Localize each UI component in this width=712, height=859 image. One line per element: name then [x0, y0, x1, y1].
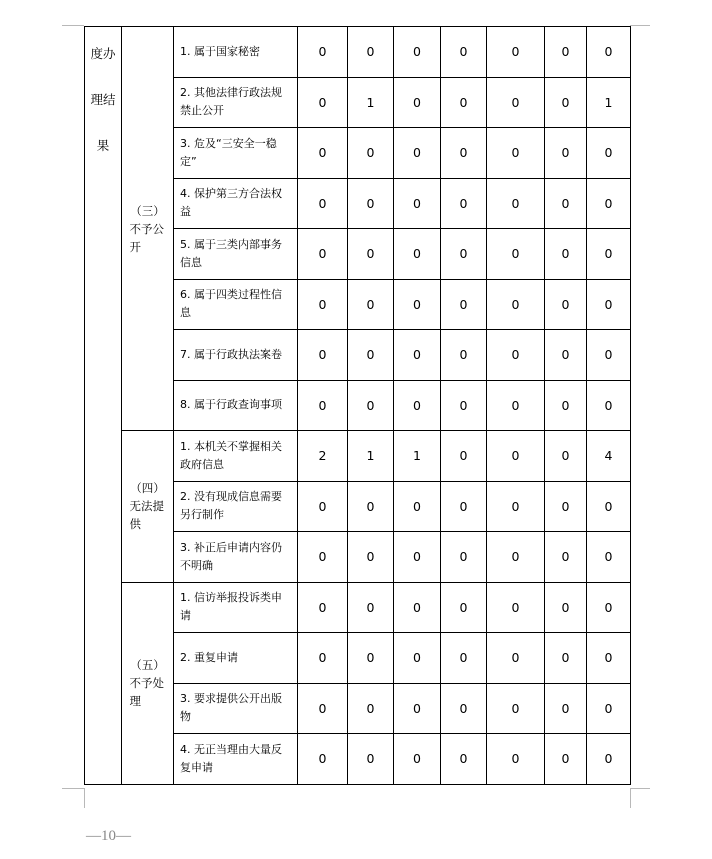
value-cell: 0 [487, 128, 545, 179]
value-cell: 0 [441, 279, 487, 330]
value-cell: 0 [298, 532, 348, 583]
value-cell: 0 [394, 633, 441, 684]
value-cell: 0 [348, 532, 394, 583]
value-cell: 0 [394, 77, 441, 128]
value-cell: 0 [441, 683, 487, 734]
table-row [85, 431, 631, 482]
value-cell: 0 [394, 128, 441, 179]
value-cell: 2 [298, 431, 348, 482]
value-cell: 0 [487, 633, 545, 684]
value-cell: 0 [394, 330, 441, 381]
value-cell: 0 [545, 683, 587, 734]
value-cell: 1 [348, 431, 394, 482]
value-cell: 0 [394, 481, 441, 532]
item-label: 4. 保护第三方合法权益 [174, 178, 298, 229]
value-cell: 0 [298, 734, 348, 785]
value-cell: 0 [394, 532, 441, 583]
value-cell: 0 [441, 380, 487, 431]
group-heading: （四） [130, 481, 165, 496]
value-cell: 0 [545, 380, 587, 431]
value-cell: 0 [441, 229, 487, 280]
value-cell: 0 [298, 128, 348, 179]
value-cell: 0 [487, 178, 545, 229]
value-cell: 0 [394, 229, 441, 280]
value-cell: 0 [394, 380, 441, 431]
value-cell: 0 [298, 77, 348, 128]
value-cell: 0 [545, 633, 587, 684]
value-cell: 0 [587, 734, 631, 785]
value-cell: 0 [587, 380, 631, 431]
value-cell: 0 [587, 128, 631, 179]
table-row [85, 582, 631, 633]
value-cell: 0 [441, 734, 487, 785]
value-cell: 0 [587, 633, 631, 684]
category-label-line: 理结 [90, 92, 116, 107]
value-cell: 0 [441, 481, 487, 532]
value-cell: 0 [587, 532, 631, 583]
value-cell: 0 [587, 683, 631, 734]
crop-mark-bottom-left-v [84, 788, 85, 808]
value-cell: 0 [298, 582, 348, 633]
item-label: 3. 补正后申请内容仍不明确 [174, 532, 298, 583]
value-cell: 0 [487, 27, 545, 78]
group-heading: （五） [130, 658, 165, 672]
category-label-cell [85, 27, 122, 785]
value-cell: 0 [441, 532, 487, 583]
value-cell: 0 [394, 279, 441, 330]
value-cell: 0 [441, 178, 487, 229]
crop-mark-top-left-h [62, 25, 84, 26]
value-cell: 0 [545, 431, 587, 482]
item-label: 8. 属于行政查询事项 [174, 380, 298, 431]
item-label: 1. 信访举报投诉类申请 [174, 582, 298, 633]
item-label: 7. 属于行政执法案卷 [174, 330, 298, 381]
value-cell: 0 [348, 178, 394, 229]
value-cell: 0 [587, 27, 631, 78]
value-cell: 1 [394, 431, 441, 482]
value-cell: 0 [545, 330, 587, 381]
value-cell: 0 [298, 683, 348, 734]
value-cell: 0 [545, 279, 587, 330]
value-cell: 0 [348, 27, 394, 78]
value-cell: 0 [298, 229, 348, 280]
group-label: 不予处理 [129, 676, 164, 708]
value-cell: 0 [441, 128, 487, 179]
value-cell: 0 [348, 734, 394, 785]
value-cell: 0 [348, 279, 394, 330]
value-cell: 1 [587, 77, 631, 128]
item-label: 3. 危及“三安全一稳定” [174, 128, 298, 179]
value-cell: 0 [441, 582, 487, 633]
table-row [85, 27, 631, 78]
value-cell: 0 [487, 279, 545, 330]
group-cell [122, 582, 174, 784]
value-cell: 0 [487, 77, 545, 128]
value-cell: 0 [298, 178, 348, 229]
value-cell: 0 [487, 380, 545, 431]
value-cell: 0 [587, 481, 631, 532]
item-label: 2. 其他法律行政法规禁止公开 [174, 77, 298, 128]
category-label-line: 度办 [90, 46, 116, 61]
crop-mark-bottom-right-v [630, 788, 631, 808]
group-label: 不予公开 [129, 221, 164, 254]
group-cell [122, 431, 174, 583]
disposal-results-table [84, 26, 631, 785]
value-cell: 0 [298, 633, 348, 684]
value-cell: 0 [348, 582, 394, 633]
item-label: 5. 属于三类内部事务信息 [174, 229, 298, 280]
value-cell: 0 [587, 229, 631, 280]
value-cell: 0 [487, 734, 545, 785]
value-cell: 1 [348, 77, 394, 128]
value-cell: 0 [587, 178, 631, 229]
value-cell: 0 [298, 27, 348, 78]
item-label: 3. 要求提供公开出版物 [174, 683, 298, 734]
value-cell: 4 [587, 431, 631, 482]
table-body [85, 27, 631, 785]
item-label: 1. 本机关不掌握相关政府信息 [174, 431, 298, 482]
value-cell: 0 [441, 330, 487, 381]
value-cell: 0 [394, 27, 441, 78]
value-cell: 0 [441, 633, 487, 684]
value-cell: 0 [545, 481, 587, 532]
value-cell: 0 [487, 481, 545, 532]
crop-mark-bottom-right-h [630, 788, 650, 789]
value-cell: 0 [545, 178, 587, 229]
value-cell: 0 [487, 431, 545, 482]
value-cell: 0 [487, 330, 545, 381]
value-cell: 0 [545, 532, 587, 583]
value-cell: 0 [587, 279, 631, 330]
item-label: 2. 重复申请 [174, 633, 298, 684]
value-cell: 0 [545, 582, 587, 633]
value-cell: 0 [441, 77, 487, 128]
item-label: 6. 属于四类过程性信息 [174, 279, 298, 330]
value-cell: 0 [348, 683, 394, 734]
page-number: —10— [86, 828, 131, 844]
value-cell: 0 [441, 431, 487, 482]
value-cell: 0 [587, 330, 631, 381]
crop-mark-bottom-left-h [62, 788, 84, 789]
value-cell: 0 [394, 582, 441, 633]
value-cell: 0 [348, 128, 394, 179]
value-cell: 0 [545, 27, 587, 78]
value-cell: 0 [298, 279, 348, 330]
value-cell: 0 [545, 77, 587, 128]
value-cell: 0 [487, 683, 545, 734]
value-cell: 0 [545, 734, 587, 785]
value-cell: 0 [348, 229, 394, 280]
value-cell: 0 [545, 128, 587, 179]
group-label: 无法提供 [129, 499, 164, 532]
item-label: 4. 无正当理由大量反复申请 [174, 734, 298, 785]
item-label: 2. 没有现成信息需要另行制作 [174, 481, 298, 532]
value-cell: 0 [487, 532, 545, 583]
value-cell: 0 [394, 683, 441, 734]
value-cell: 0 [298, 330, 348, 381]
value-cell: 0 [394, 178, 441, 229]
value-cell: 0 [487, 582, 545, 633]
item-label: 1. 属于国家秘密 [174, 27, 298, 78]
value-cell: 0 [348, 633, 394, 684]
value-cell: 0 [545, 229, 587, 280]
value-cell: 0 [298, 481, 348, 532]
crop-mark-top-right-h [630, 25, 650, 26]
group-cell [122, 27, 174, 431]
value-cell: 0 [348, 330, 394, 381]
category-label-line: 果 [96, 138, 110, 153]
value-cell: 0 [394, 734, 441, 785]
group-heading: （三） [130, 203, 165, 218]
value-cell: 0 [348, 481, 394, 532]
value-cell: 0 [587, 582, 631, 633]
value-cell: 0 [298, 380, 348, 431]
value-cell: 0 [348, 380, 394, 431]
value-cell: 0 [441, 27, 487, 78]
value-cell: 0 [487, 229, 545, 280]
